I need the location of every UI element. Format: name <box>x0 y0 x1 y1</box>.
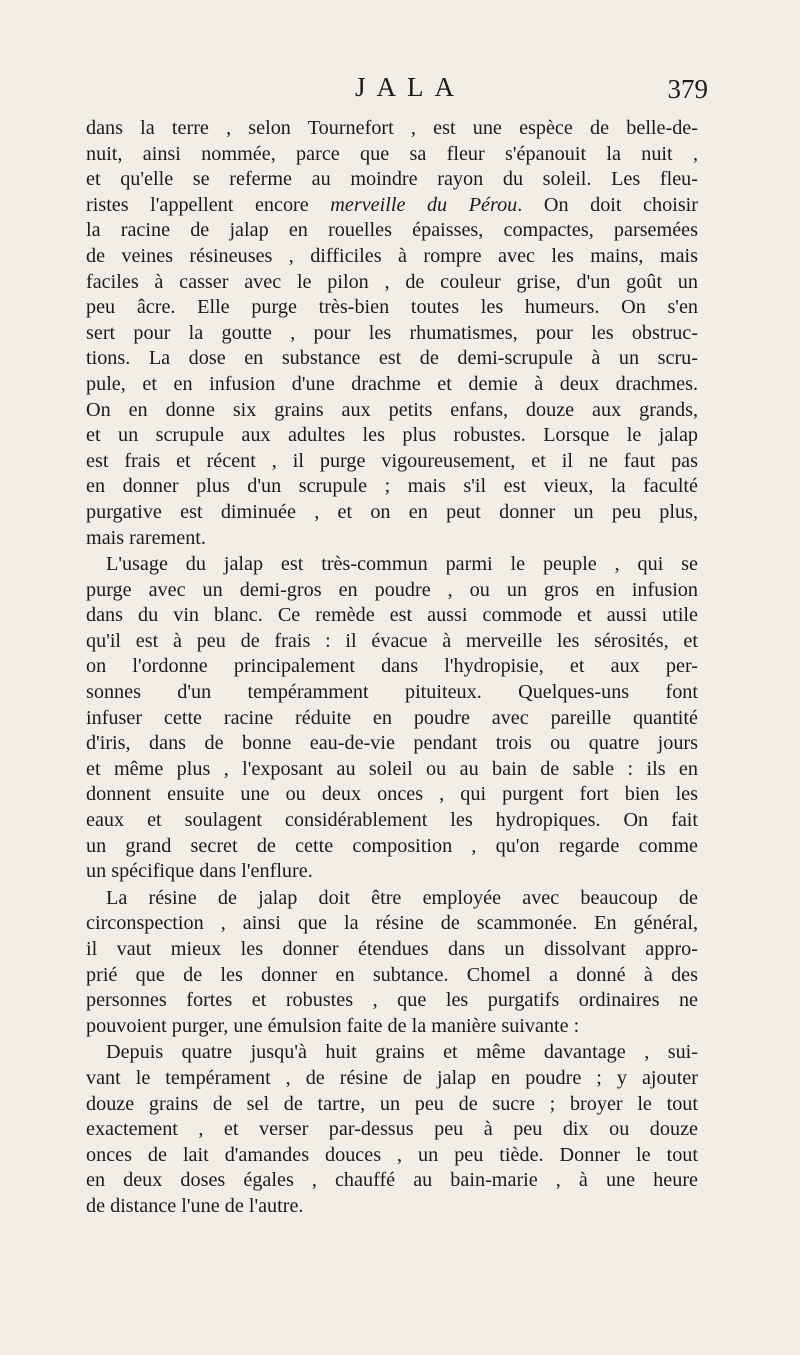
text-line: infuser cette racine réduite en poudre avec pareille quantité <box>86 706 698 729</box>
paragraph <box>86 116 698 551</box>
text-line: purgative est diminuée , et on en peut donner un peu plus, <box>86 500 698 523</box>
text-line: de veines résineuses , difficiles à rompre avec les mains, mais <box>86 244 698 267</box>
text-line: un spécifique dans l'enflure. <box>86 860 313 883</box>
page-header <box>0 72 800 112</box>
text-line: exactement , et verser par-dessus peu à peu dix ou douze <box>86 1118 698 1141</box>
paragraph <box>86 552 698 885</box>
text-line: douze grains de sel de tartre, un peu de sucre ; broyer le tout <box>86 1092 698 1115</box>
text-line: vant le tempérament , de résine de jalap en poudre ; y ajouter <box>86 1066 698 1089</box>
text-line: en donner plus d'un scrupule ; mais s'il est vieux, la faculté <box>86 475 698 498</box>
text-line: Depuis quatre jusqu'à huit grains et même davantage , sui- <box>106 1041 698 1064</box>
text-line: sonnes d'un tempéramment pituiteux. Quelques-uns font <box>86 681 698 704</box>
text-line: pule, et en infusion d'une drachme et demie à deux drachmes. <box>86 372 698 395</box>
text-line: tions. La dose en substance est de demi-scrupule à un scru- <box>86 347 698 370</box>
text-line: est frais et récent , il purge vigoureusement, et il ne faut pas <box>86 449 698 472</box>
text-line: circonspection , ainsi que la résine de scammonée. En général, <box>86 912 698 935</box>
paragraph <box>86 1040 698 1219</box>
text-line: L'usage du jalap est très-commun parmi le peuple , qui se <box>106 553 698 576</box>
text-line: un grand secret de cette composition , qu'on regarde comme <box>86 834 698 857</box>
text-line: faciles à casser avec le pilon , de couleur grise, d'un goût un <box>86 270 698 293</box>
text-line: peu âcre. Elle purge très-bien toutes les humeurs. On s'en <box>86 296 698 319</box>
text-line: de distance l'une de l'autre. <box>86 1194 304 1217</box>
text-line: pouvoient purger, une émulsion faite de la manière suivante : <box>86 1014 580 1037</box>
text-line: ristes l'appellent encore merveille du Pérou. On doit choisir <box>86 193 699 216</box>
body-text <box>86 116 698 1220</box>
text-line: prié que de les donner en subtance. Chomel a donné à des <box>86 963 698 986</box>
text-line: On en donne six grains aux petits enfans, douze aux grands, <box>86 398 698 421</box>
text-line: sert pour la goutte , pour les rhumatismes, pour les obstruc- <box>86 321 698 344</box>
text-line: on l'ordonne principalement dans l'hydropisie, et aux per- <box>86 655 698 678</box>
text-line: et qu'elle se referme au moindre rayon du soleil. Les fleu- <box>86 168 698 191</box>
text-line: onces de lait d'amandes douces , un peu tiède. Donner le tout <box>86 1143 698 1166</box>
text-line: nuit, ainsi nommée, parce que sa fleur s'épanouit la nuit , <box>86 142 698 165</box>
text-line: purge avec un demi-gros en poudre , ou un gros en infusion <box>86 578 698 601</box>
text-line: et un scrupule aux adultes les plus robustes. Lorsque le jalap <box>86 424 698 447</box>
text-line: la racine de jalap en rouelles épaisses, compactes, parsemées <box>86 219 698 242</box>
text-line: qu'il est à peu de frais : il évacue à merveille les sérosités, et <box>86 629 698 652</box>
italic-term: merveille du Pérou <box>330 193 518 216</box>
text-line: personnes fortes et robustes , que les purgatifs ordinaires ne <box>86 989 698 1012</box>
text-line: en deux doses égales , chauffé au bain-marie , à une heure <box>86 1169 698 1192</box>
running-head: JALA <box>355 72 465 102</box>
text-line: donnent ensuite une ou deux onces , qui purgent fort bien les <box>86 783 698 806</box>
text-line: La résine de jalap doit être employée avec beaucoup de <box>106 886 698 909</box>
text-line: d'iris, dans de bonne eau-de-vie pendant trois ou quatre jours <box>86 732 698 755</box>
text-line: il vaut mieux les donner étendues dans un dissolvant appro- <box>86 938 698 960</box>
text-line: dans la terre , selon Tournefort , est une espèce de belle-de- <box>86 117 698 139</box>
text-line: mais rarement. <box>86 526 206 549</box>
text-line: eaux et soulagent considérablement les hydropiques. On fait <box>86 809 698 832</box>
text-line: et même plus , l'exposant au soleil ou au bain de sable : ils en <box>86 757 698 780</box>
text-line: dans du vin blanc. Ce remède est aussi commode et aussi utile <box>86 604 698 627</box>
paragraph <box>86 886 698 1040</box>
page-number: 379 <box>667 74 708 104</box>
